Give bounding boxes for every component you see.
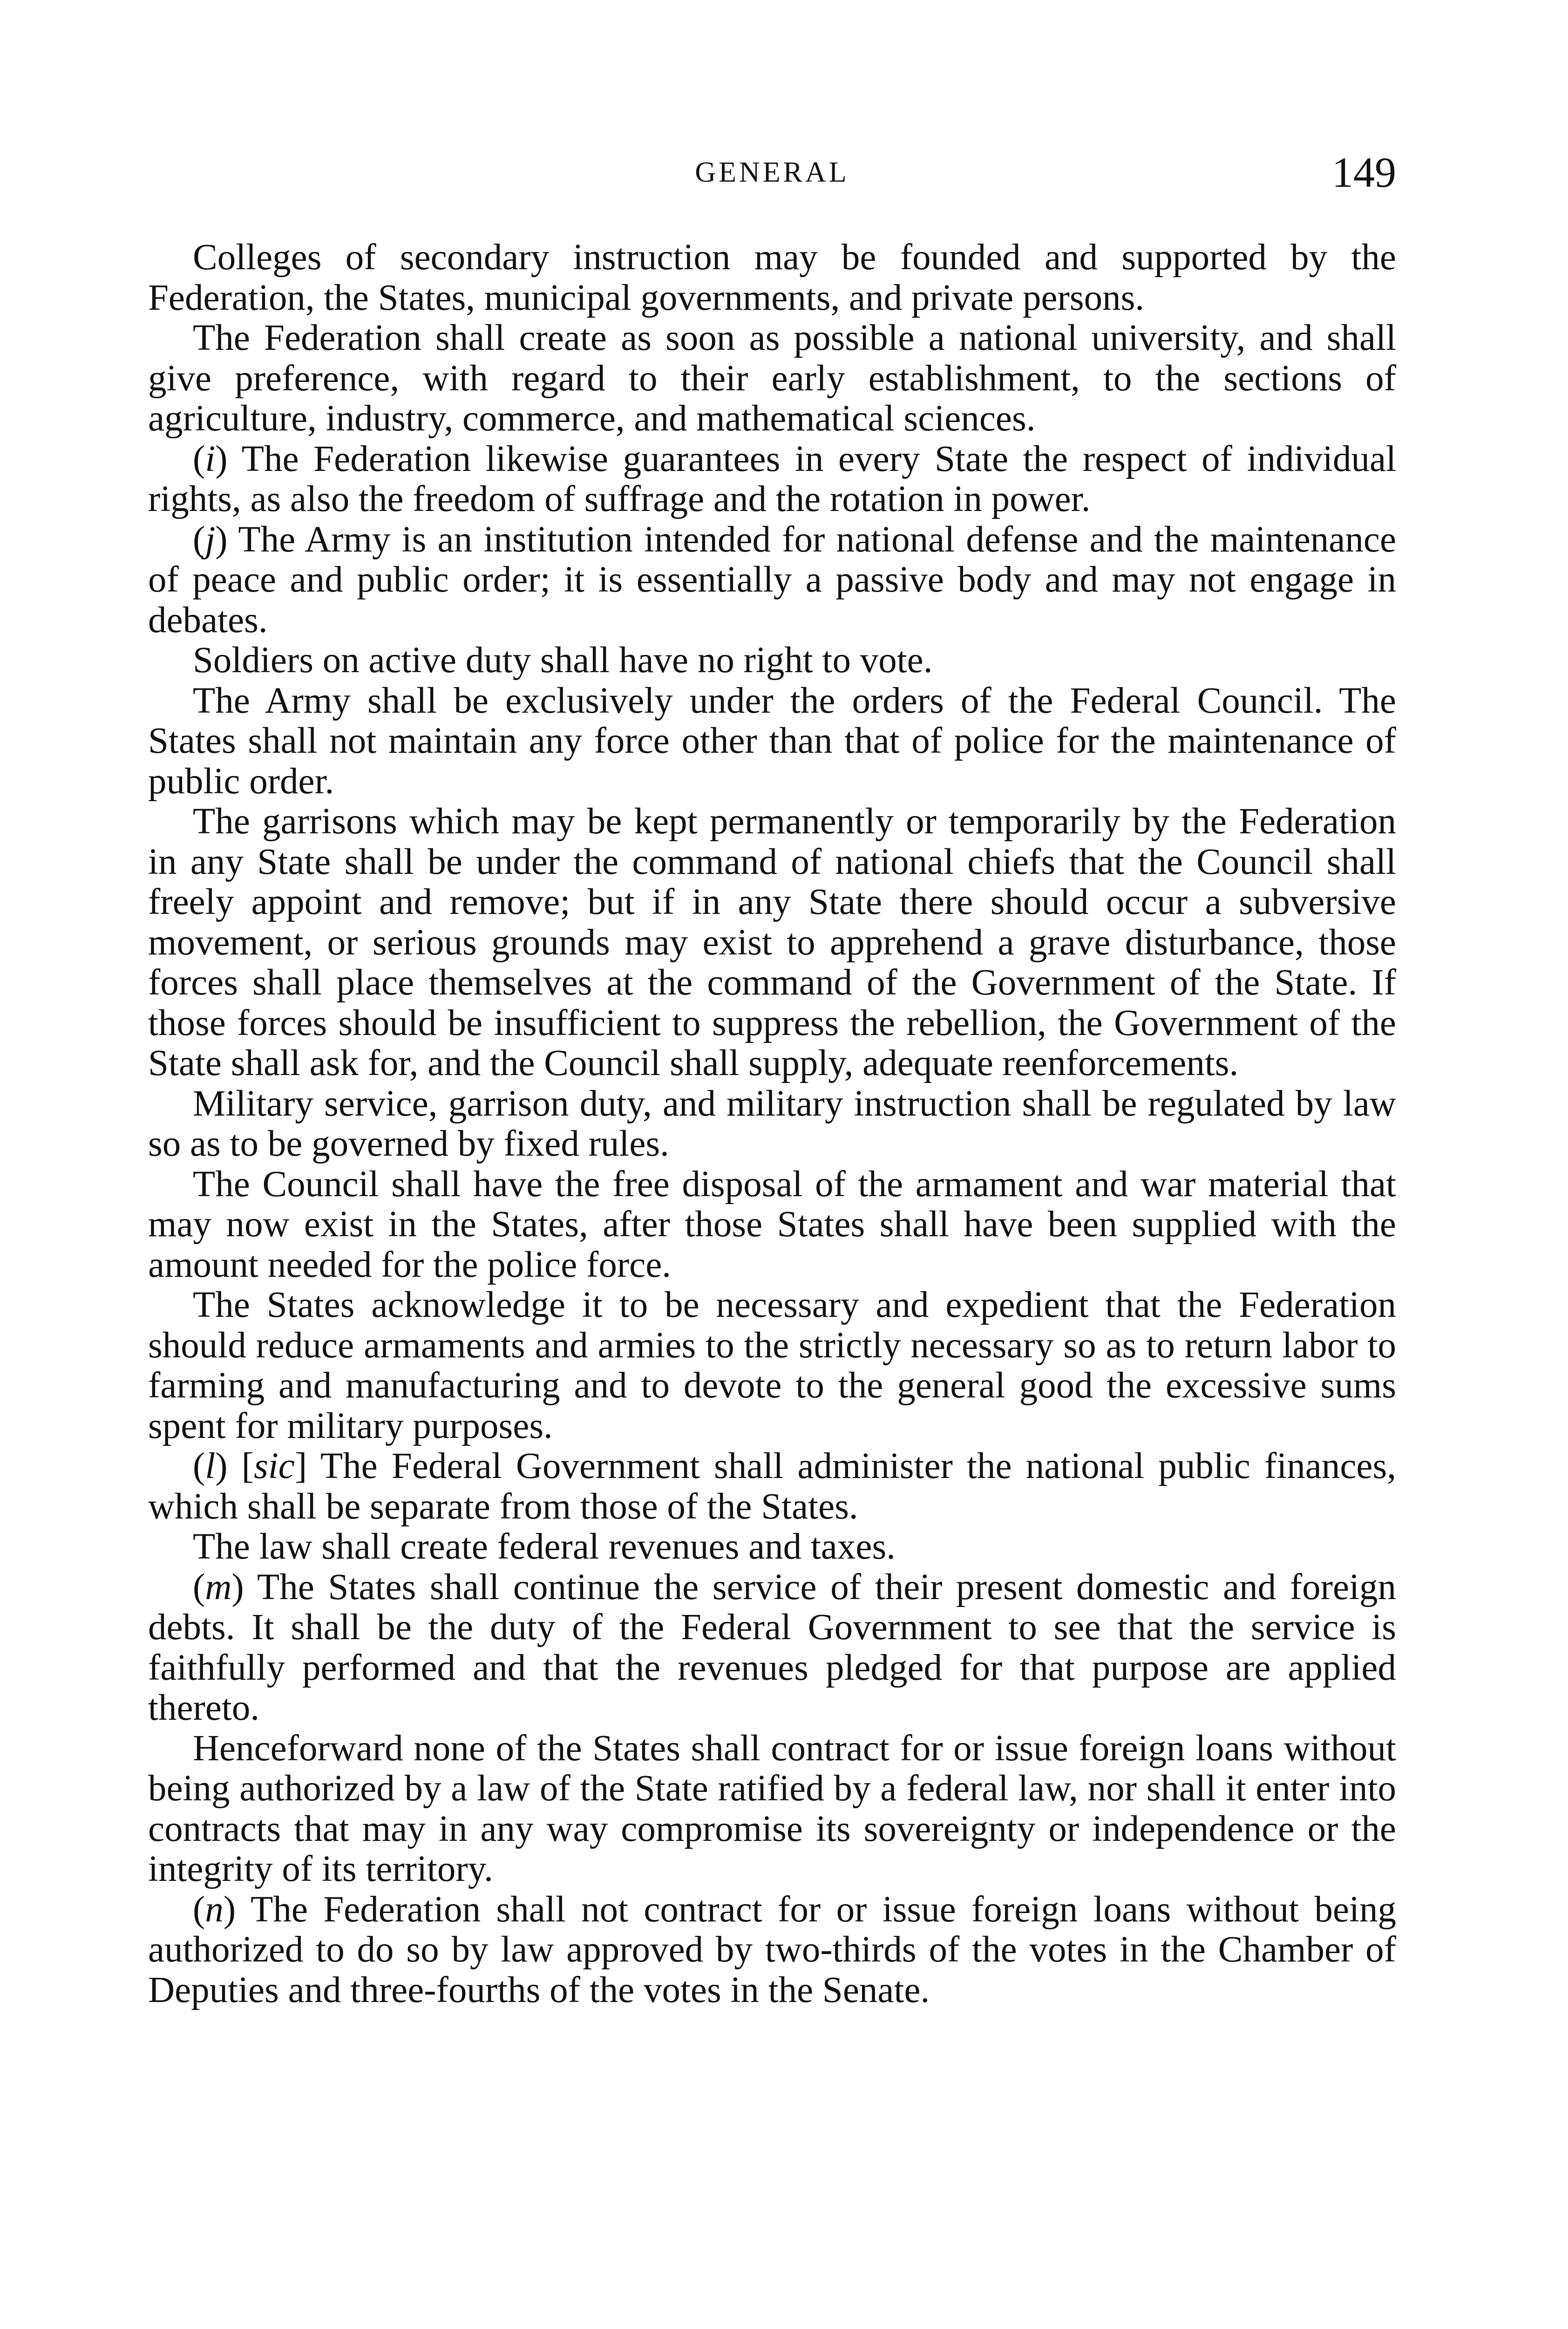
paragraph: (m) The States shall continue the service of their present domestic and foreign debts. It shall be the duty of the Federal Government to see that the service is faithfully performed and that the revenues pledged for that purpose are applied thereto. — [148, 1566, 1396, 1728]
paragraph-label: n — [205, 1889, 224, 1930]
paragraph-text: The States shall continue the service of their present domestic and foreign debts. It shall be the duty of the Federal Government to see that the service is faithfully performed and that the revenues pledged for that purpose are applied thereto. — [148, 1566, 1396, 1728]
paragraph — [148, 1729, 1396, 1890]
paragraph-label: j — [205, 519, 216, 560]
paragraph-label: m — [205, 1566, 232, 1607]
paragraph — [148, 318, 1396, 439]
running-head: GENERAL — [695, 157, 849, 188]
paragraph — [148, 1084, 1396, 1164]
paragraph-text: Henceforward none of the States shall contract for or issue foreign loans without being authorized by a law of the State ratified by a federal law, nor shall it enter into contracts that may in any way compromise its sovereignty or independence or the integrity of its territory. — [148, 1728, 1396, 1889]
paragraph-text: The Federal Government shall administer the national public finances, which shall be separate from those of the States. — [148, 1446, 1396, 1527]
paragraph — [148, 802, 1396, 1084]
paragraph — [148, 1285, 1396, 1446]
paragraph-text: Military service, garrison duty, and military instruction shall be regulated by law so as to be governed by fixed rules. — [148, 1083, 1396, 1164]
paragraph-text: The garrisons which may be kept permanently or temporarily by the Federation in any State shall be under the command of national chiefs that the Council shall freely appoint and remove; but if in any State there should occur a subversive movement, or serious grounds may exist to apprehend a grave disturbance, those forces shall place themselves at the command of the Government of the State. If those forces should be insufficient to suppress the rebellion, the Government of the State shall ask for, and the Council shall supply, adequate reenforcements. — [148, 801, 1396, 1083]
sic-note: sic — [254, 1446, 295, 1486]
paragraph — [148, 640, 1396, 681]
paragraph-text: Colleges of secondary instruction may be founded and supported by the Federation, the States, municipal governments, and private persons. — [148, 237, 1396, 318]
page-header — [148, 149, 1396, 205]
paragraph: (n) The Federation shall not contract for or issue foreign loans without being authorized to do so by law approved by two-thirds of the votes in the Chamber of Deputies and three-fourths of the votes in the Senate. — [148, 1889, 1396, 2010]
paragraph-text: The Army shall be exclusively under the orders of the Federal Council. The States shall not maintain any force other than that of police for the maintenance of public order. — [148, 680, 1396, 802]
paragraph-text: The Federation shall create as soon as possible a national university, and shall give preference, with regard to their early establishment, to the sections of agriculture, industry, commerce, and mathematical sciences. — [148, 318, 1396, 439]
paragraph — [148, 1527, 1396, 1567]
document-page — [148, 149, 1397, 2010]
paragraph-label: l — [205, 1446, 216, 1486]
paragraph-text: The Federation likewise guarantees in every State the respect of individual rights, as also the freedom of suffrage and the rotation in power. — [148, 438, 1396, 519]
paragraph-text: The Council shall have the free disposal of the armament and war material that may now exist in the States, after those States shall have been supplied with the amount needed for the police force. — [148, 1164, 1396, 1285]
paragraph — [148, 1164, 1396, 1286]
paragraph-label: i — [205, 438, 216, 479]
paragraph-text: The law shall create federal revenues and taxes. — [193, 1526, 896, 1567]
paragraph — [148, 238, 1396, 318]
paragraph: (l) [sic] The Federal Government shall administer the national public finances, which shall be separate from those of the States. — [148, 1446, 1396, 1527]
paragraph: (j) The Army is an institution intended for national defense and the maintenance of peace and public order; it is essentially a passive body and may not engage in debates. — [148, 519, 1397, 640]
paragraph: (i) The Federation likewise guarantees in every State the respect of individual rights, as also the freedom of suffrage and the rotation in power. — [148, 438, 1396, 519]
paragraph-text: The Federation shall not contract for or issue foreign loans without being authorized to do so by law approved by two-thirds of the votes in the Chamber of Deputies and three-fourths of the votes in the Senate. — [148, 1889, 1396, 2010]
paragraph — [148, 681, 1396, 802]
paragraph-text: The States acknowledge it to be necessary and expedient that the Federation should reduce armaments and armies to the strictly necessary so as to return labor to farming and manufacturing and to devote to the general good the excessive sums spent for military purposes. — [148, 1285, 1396, 1446]
paragraph-text: Soldiers on active duty shall have no right to vote. — [193, 640, 933, 681]
page-number: 149 — [1332, 149, 1396, 196]
paragraph-text: The Army is an institution intended for national defense and the maintenance of peace and public order; it is essentially a passive body and may not engage in debates. — [148, 519, 1397, 640]
body-text — [148, 238, 1396, 2010]
